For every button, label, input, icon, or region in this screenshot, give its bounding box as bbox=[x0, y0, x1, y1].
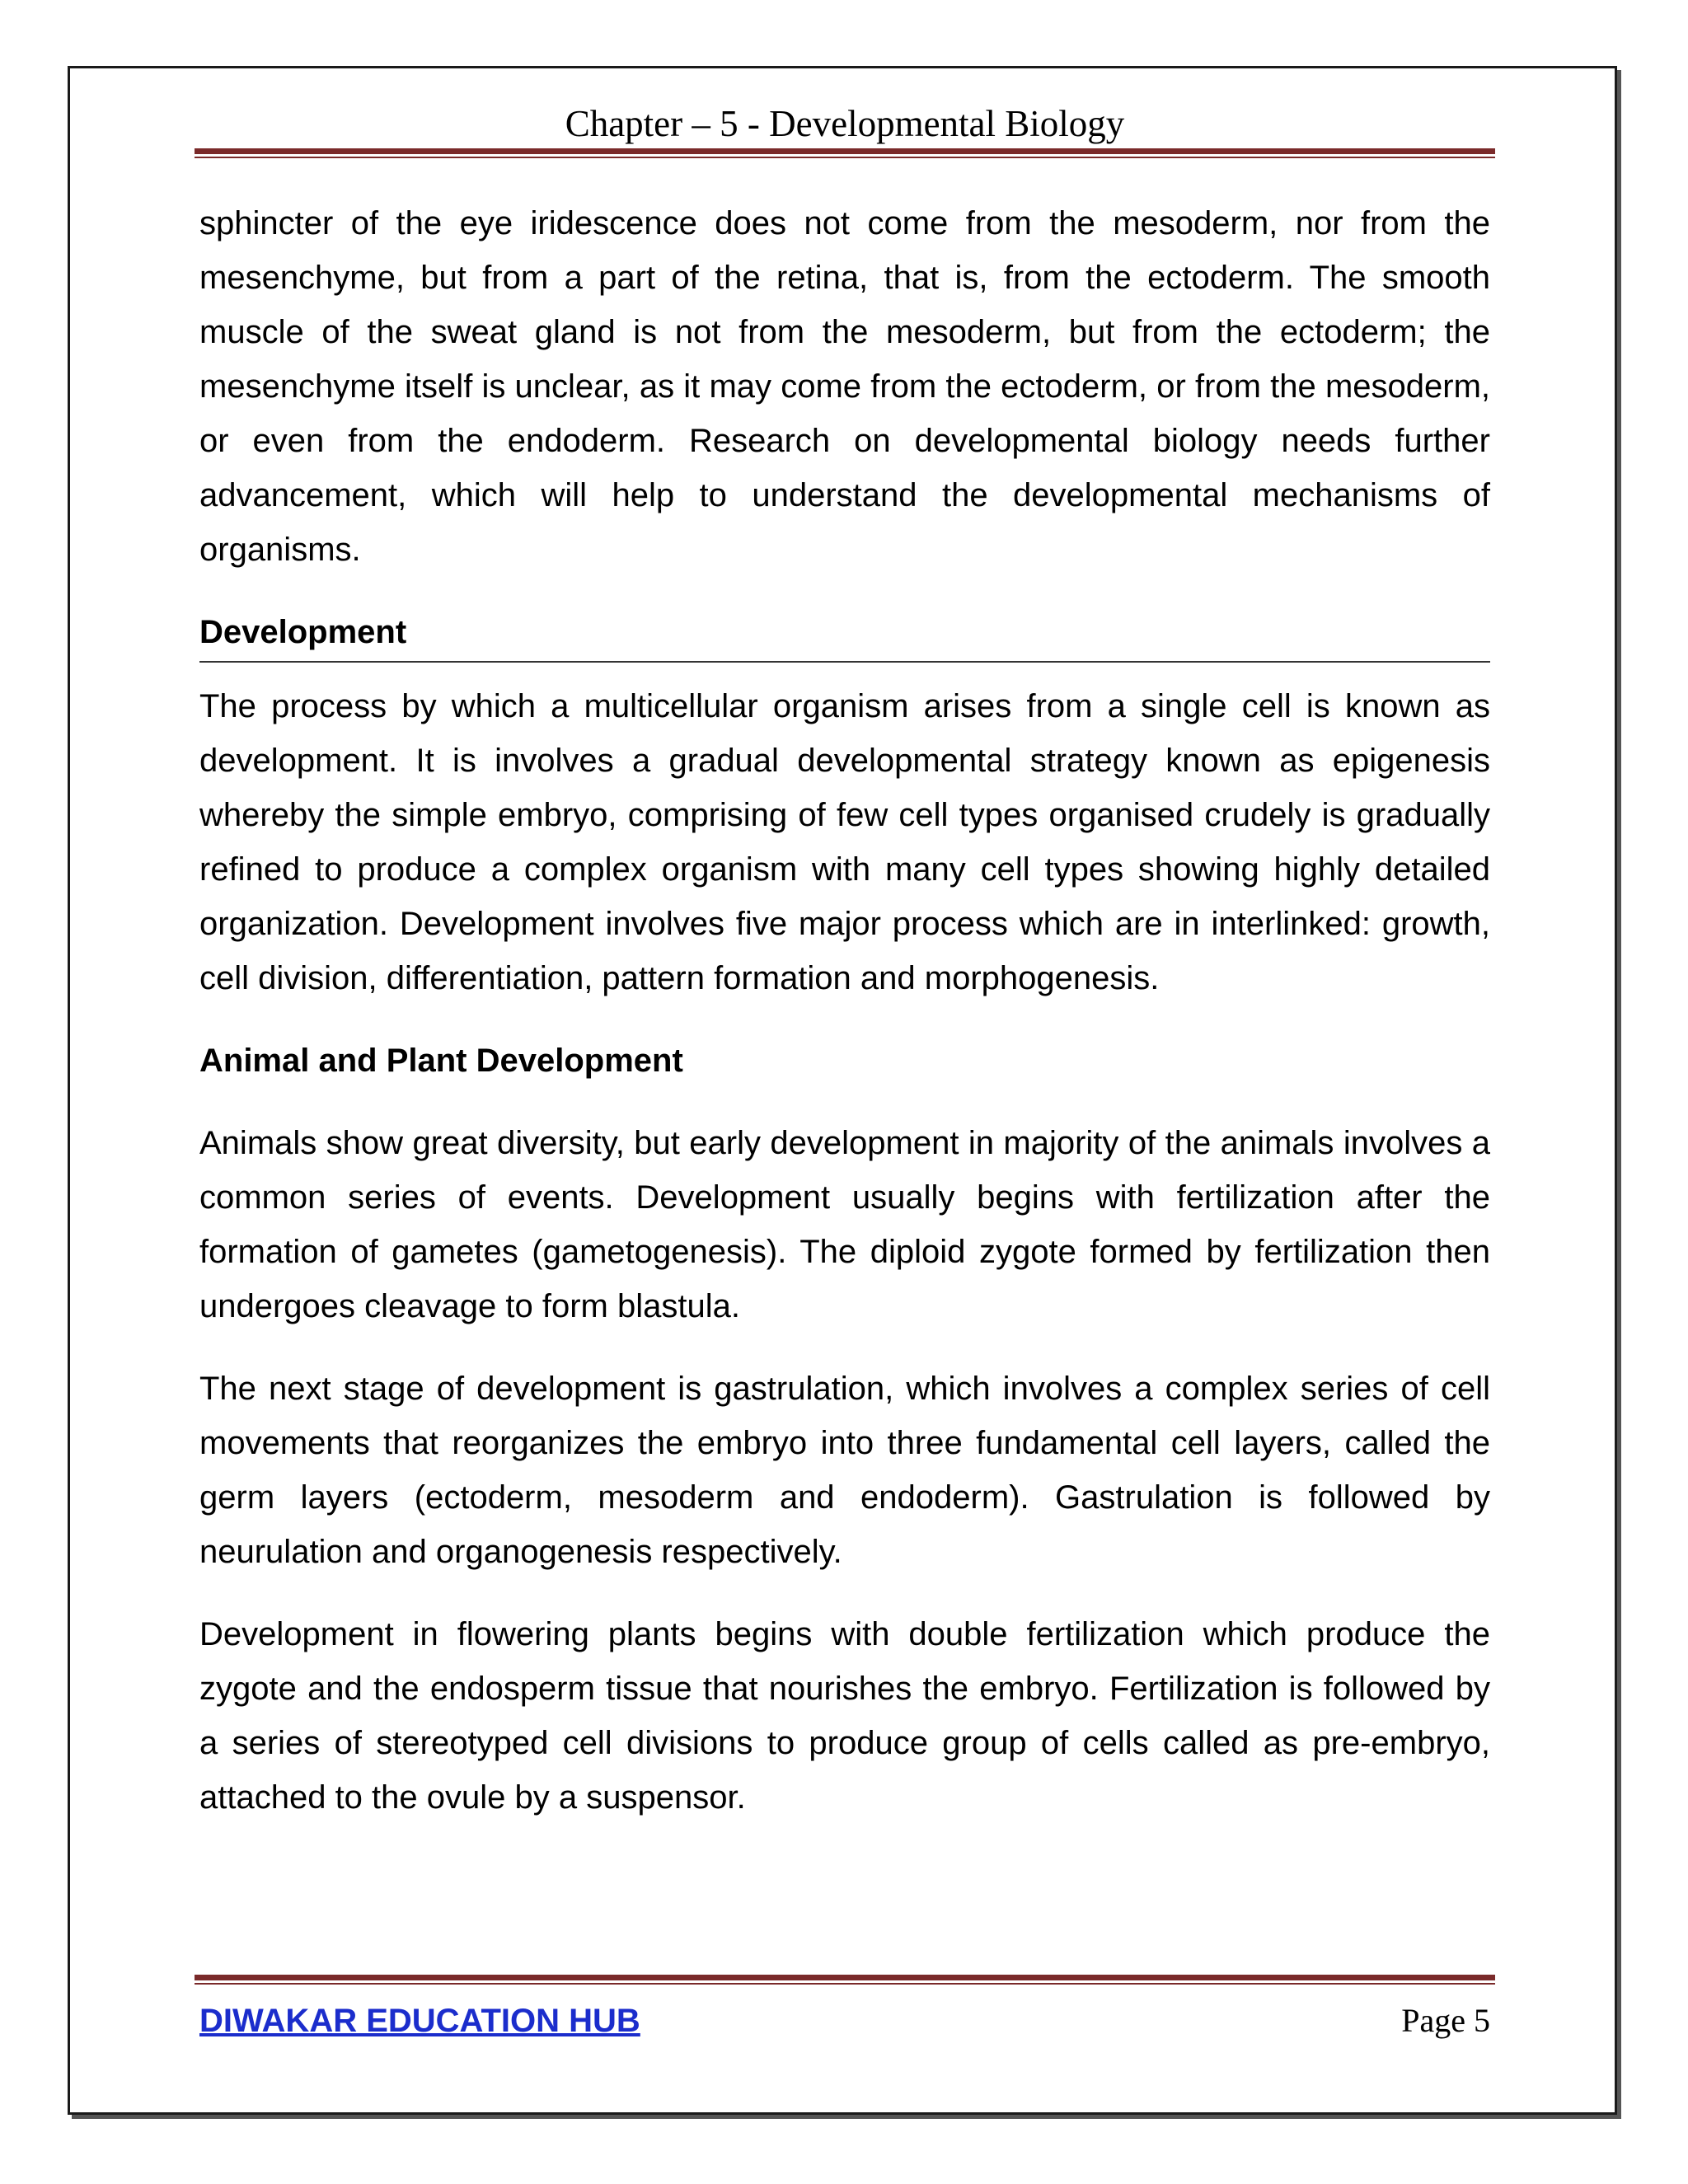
section-heading-development: Development bbox=[199, 605, 1490, 663]
footer-page-number: Page 5 bbox=[1401, 2002, 1490, 2039]
intro-paragraph: sphincter of the eye iridescence does not come from the mesoderm, nor from the mesenchyme, but from a part of the retina, that is, from the ectoderm. The smooth muscle of the sweat gland is not from the mesoderm, but from the ectoderm; the mesenchyme itself is unclear, as it may come from the ectoderm, or from the mesoderm, or even from the endoderm. Research on developmental biology needs further advancement, which will help to understand the developmental mechanisms of organisms. bbox=[199, 205, 1490, 568]
section-heading-animal-plant-development: Animal and Plant Development bbox=[199, 1043, 683, 1079]
animal-development-paragraph: Animals show great diversity, but early development in majority of the animals involves a common series of events. Development usually begins with fertilization after the formation of gametes (gametogenesis). The diploid zygote formed by fertilization then undergoes cleavage to form blastula. bbox=[199, 1125, 1490, 1324]
footer-rule-thick bbox=[195, 1975, 1495, 1980]
footer-rule-thin bbox=[195, 1983, 1495, 1985]
header-rule-thick bbox=[195, 148, 1495, 154]
gastrulation-paragraph: The next stage of development is gastrulation, which involves a complex series of cell movements that reorganizes the embryo into three fundamental cell layers, called the germ layers (ectoderm, mesoderm and endoderm). Gastrulation is followed by neurulation and organogenesis respectively. bbox=[199, 1371, 1490, 1570]
page-content bbox=[199, 196, 1490, 1853]
header-rule-thin bbox=[195, 157, 1495, 158]
development-paragraph: The process by which a multicellular organism arises from a single cell is known as development. It is involves a gradual developmental strategy known as epigenesis whereby the simple embryo, comprising of few cell types organised crudely is gradually refined to produce a complex organism with many cell types showing highly detailed organization. Development involves five major process which are in interlinked: growth, cell division, differentiation, pattern formation and morphogenesis. bbox=[199, 688, 1490, 996]
footer-brand-link[interactable]: DIWAKAR EDUCATION HUB bbox=[199, 2003, 640, 2039]
plant-development-paragraph: Development in flowering plants begins with double fertilization which produce the zygote and the endosperm tissue that nourishes the embryo. Fertilization is followed by a series of stereotyped cell divisions to produce group of cells called as pre-embryo, attached to the ovule by a suspensor. bbox=[199, 1616, 1490, 1816]
page-header-title: Chapter – 5 - Developmental Biology bbox=[565, 103, 1125, 144]
